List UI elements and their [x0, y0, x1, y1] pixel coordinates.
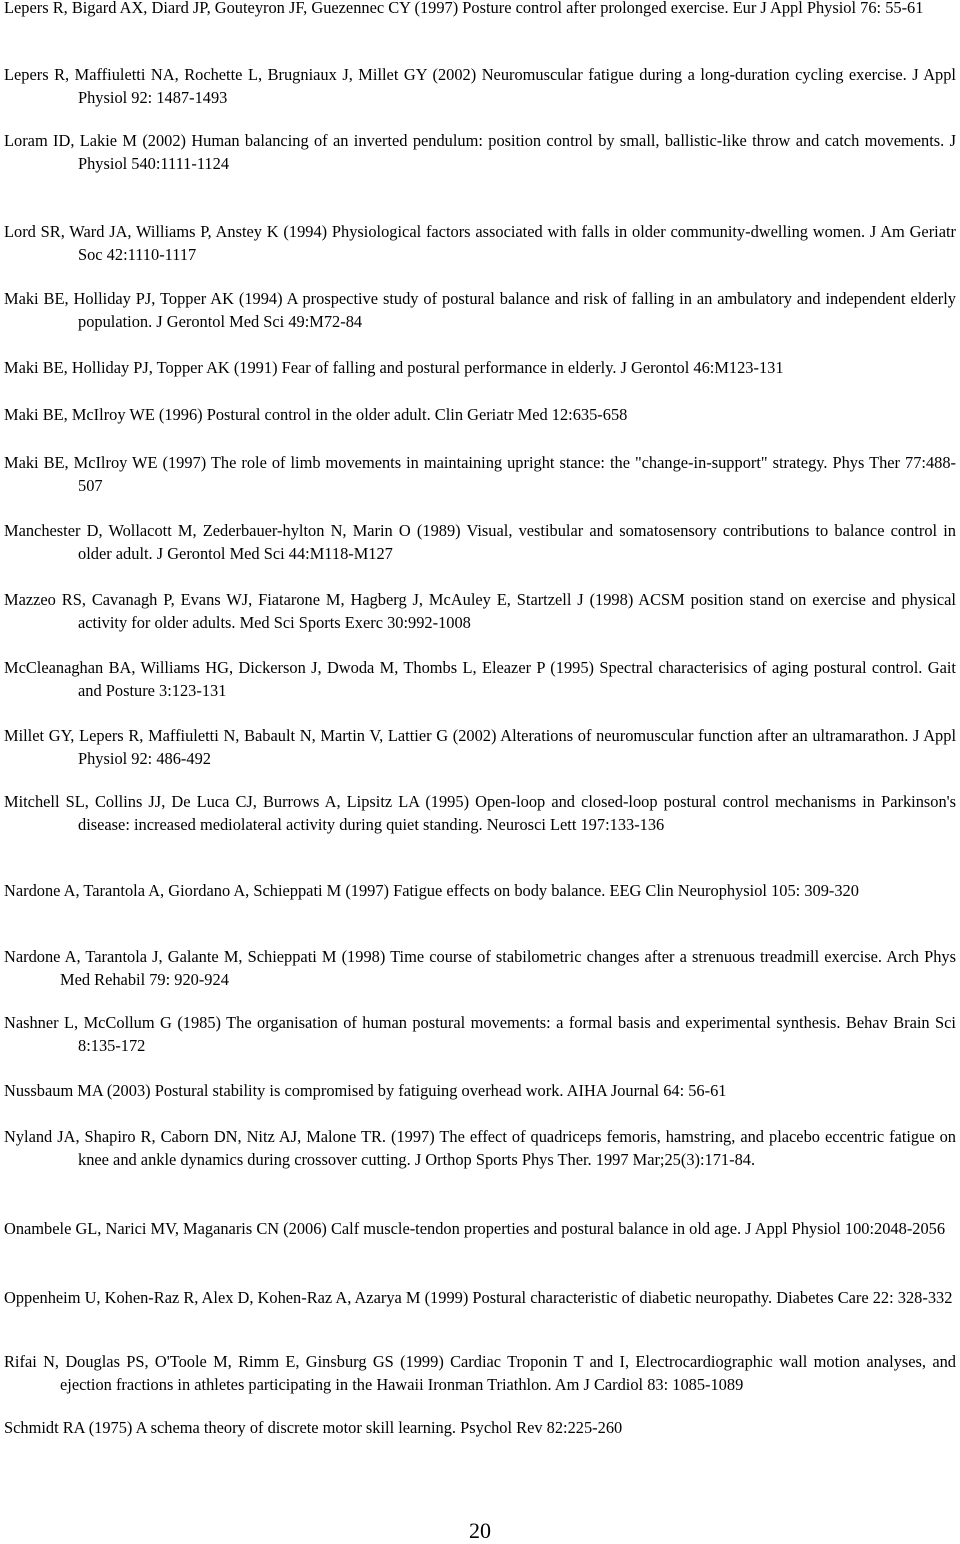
reference-entry: Nardone A, Tarantola A, Giordano A, Schieppati M (1997) Fatigue effects on body balance. EEG Clin Neurophysiol 105: 309-320 [4, 881, 859, 900]
reference-entry: Lord SR, Ward JA, Williams P, Anstey K (1994) Physiological factors associated with falls in older community-dwelling women. J Am Geriatr Soc 42:1110-1117 [4, 222, 956, 264]
reference-entry: Maki BE, Holliday PJ, Topper AK (1991) Fear of falling and postural performance in elderly. J Gerontol 46:M123-131 [4, 358, 784, 377]
reference-entry: Schmidt RA (1975) A schema theory of discrete motor skill learning. Psychol Rev 82:225-260 [4, 1418, 623, 1437]
reference-entry: Lepers R, Bigard AX, Diard JP, Gouteyron JF, Guezennec CY (1997) Posture control after prolonged exercise. Eur J Appl Physiol 76: 55-61 [4, 0, 924, 17]
reference-entry: McCleanaghan BA, Williams HG, Dickerson J, Dwoda M, Thombs L, Eleazer P (1995) Spectral characterisics of aging postural control. Gait and Posture 3:123-131 [4, 658, 956, 700]
reference-entry: Maki BE, McIlroy WE (1996) Postural control in the older adult. Clin Geriatr Med 12:635-658 [4, 405, 628, 424]
reference-entry: Manchester D, Wollacott M, Zederbauer-hylton N, Marin O (1989) Visual, vestibular and somatosensory contributions to balance control in older adult. J Gerontol Med Sci 44:M118-M127 [4, 521, 956, 563]
reference-entry: Rifai N, Douglas PS, O'Toole M, Rimm E, Ginsburg GS (1999) Cardiac Troponin T and I, Electrocardiographic wall motion analyses, and ejection fractions in athletes participating in the Hawaii Ironman Triathlon. Am J Cardiol 83: 1085-1089 [4, 1352, 956, 1394]
reference-entry: Maki BE, Holliday PJ, Topper AK (1994) A prospective study of postural balance and risk of falling in an ambulatory and independent elderly population. J Gerontol Med Sci 49:M72-84 [4, 289, 956, 331]
page-number: 20 [469, 1518, 491, 1543]
reference-entry: Lepers R, Maffiuletti NA, Rochette L, Brugniaux J, Millet GY (2002) Neuromuscular fatigue during a long-duration cycling exercise. J Appl Physiol 92: 1487-1493 [4, 65, 956, 107]
reference-entry: Nussbaum MA (2003) Postural stability is compromised by fatiguing overhead work. AIHA Journal 64: 56-61 [4, 1081, 727, 1100]
reference-entry: Onambele GL, Narici MV, Maganaris CN (2006) Calf muscle-tendon properties and postural balance in old age. J Appl Physiol 100:2048-2056 [4, 1219, 946, 1238]
reference-entry: Millet GY, Lepers R, Maffiuletti N, Babault N, Martin V, Lattier G (2002) Alterations of neuromuscular function after an ultramarathon. J Appl Physiol 92: 486-492 [4, 726, 956, 768]
reference-entry: Loram ID, Lakie M (2002) Human balancing of an inverted pendulum: position control by small, ballistic-like throw and catch movements. J Physiol 540:1111-1124 [4, 131, 956, 173]
reference-entry: Oppenheim U, Kohen-Raz R, Alex D, Kohen-Raz A, Azarya M (1999) Postural characteristic of diabetic neuropathy. Diabetes Care 22: 328-332 [4, 1288, 953, 1307]
reference-entry: Mitchell SL, Collins JJ, De Luca CJ, Burrows A, Lipsitz LA (1995) Open-loop and closed-loop postural control mechanisms in Parkinson's disease: increased mediolateral activity during quiet standing. Neurosci Lett 197:133-136 [4, 792, 956, 834]
reference-entry: Mazzeo RS, Cavanagh P, Evans WJ, Fiatarone M, Hagberg J, McAuley E, Startzell J (1998) ACSM position stand on exercise and physical activity for older adults. Med Sci Sports Exerc 30:992-1008 [4, 590, 956, 632]
reference-entry: Nardone A, Tarantola J, Galante M, Schieppati M (1998) Time course of stabilometric changes after a strenuous treadmill exercise. Arch Phys Med Rehabil 79: 920-924 [4, 947, 956, 989]
reference-entry: Nyland JA, Shapiro R, Caborn DN, Nitz AJ, Malone TR. (1997) The effect of quadriceps femoris, hamstring, and placebo eccentric fatigue on knee and ankle dynamics during crossover cutting. J Orthop Sports Phys Ther. 1997 Mar;25(3):171-84. [4, 1127, 956, 1169]
reference-entry: Nashner L, McCollum G (1985) The organisation of human postural movements: a formal basis and experimental synthesis. Behav Brain Sci 8:135-172 [4, 1013, 956, 1055]
reference-entry: Maki BE, McIlroy WE (1997) The role of limb movements in maintaining upright stance: the "change-in-support" strategy. Phys Ther 77:488-507 [4, 453, 956, 495]
